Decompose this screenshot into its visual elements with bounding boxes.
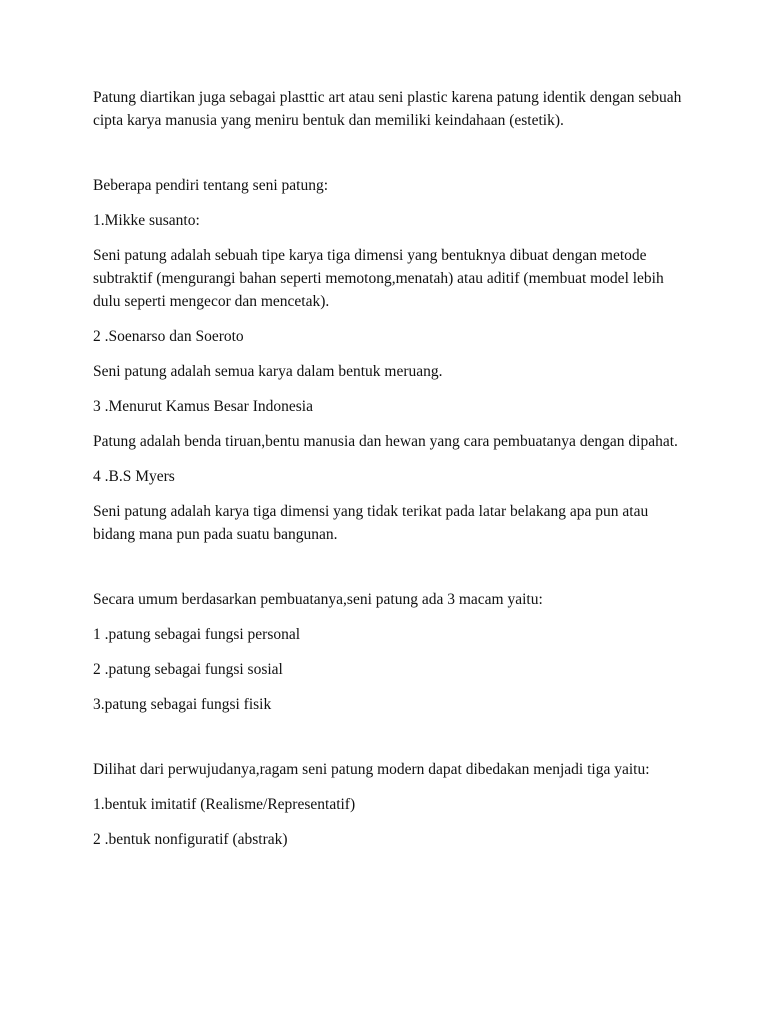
founders-heading: Beberapa pendiri tentang seni patung: bbox=[93, 177, 329, 194]
founder-definition: Patung adalah benda tiruan,bentu manusia dan hewan yang cara pembuatanya dengan dipahat. bbox=[93, 433, 678, 450]
paragraph-gap bbox=[93, 728, 693, 758]
form-list-item: 1.bentuk imitatif (Realisme/Representatif) bbox=[93, 796, 356, 813]
founder-name: 4 .B.S Myers bbox=[93, 468, 175, 485]
type-list-item: 2 .patung sebagai fungsi sosial bbox=[93, 661, 283, 678]
founder-name: 1.Mikke susanto: bbox=[93, 212, 200, 229]
founder-definition: Seni patung adalah karya tiga dimensi yang tidak terikat pada latar belakang apa pun atau bidang mana pun pada suatu bangunan. bbox=[93, 503, 649, 543]
founder-definition: Seni patung adalah sebuah tipe karya tiga dimensi yang bentuknya dibuat dengan metode subtraktif (mengurangi bahan seperti memotong,menatah) atau aditif (membuat model lebih dulu seperti mengecor dan mencetak). bbox=[93, 247, 664, 310]
form-list-item: 2 .bentuk nonfiguratif (abstrak) bbox=[93, 831, 288, 848]
paragraph-gap bbox=[93, 558, 693, 588]
founder-name: 3 .Menurut Kamus Besar Indonesia bbox=[93, 398, 313, 415]
type-list-item: 3.patung sebagai fungsi fisik bbox=[93, 696, 272, 713]
types-heading: Secara umum berdasarkan pembuatanya,seni patung ada 3 macam yaitu: bbox=[93, 591, 543, 608]
paragraph-gap bbox=[93, 144, 693, 174]
document-body bbox=[93, 86, 693, 863]
founder-definition: Seni patung adalah semua karya dalam bentuk meruang. bbox=[93, 363, 443, 380]
forms-heading: Dilihat dari perwujudanya,ragam seni patung modern dapat dibedakan menjadi tiga yaitu: bbox=[93, 761, 650, 778]
intro-paragraph: Patung diartikan juga sebagai plasttic art atau seni plastic karena patung identik dengan sebuah cipta karya manusia yang meniru bentuk dan memiliki keindahaan (estetik). bbox=[93, 89, 682, 129]
type-list-item: 1 .patung sebagai fungsi personal bbox=[93, 626, 301, 643]
founder-name: 2 .Soenarso dan Soeroto bbox=[93, 328, 244, 345]
